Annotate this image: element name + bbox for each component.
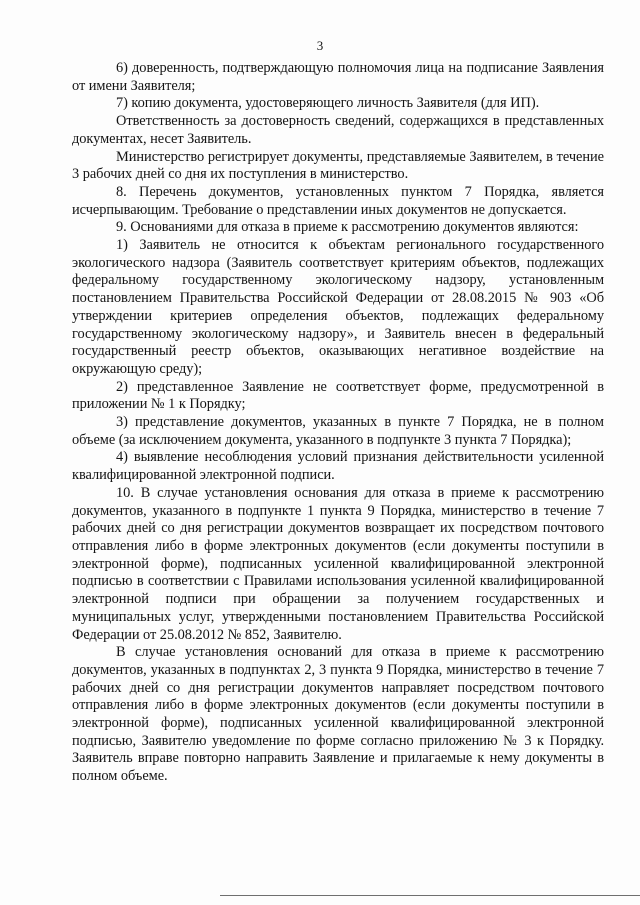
clause-8: 8. Перечень документов, установленных пунктом 7 Порядка, является исчерпывающим. Требование о представлении иных документов не допускается.: [72, 183, 604, 218]
clause-9-item-2: 2) представленное Заявление не соответствует форме, предусмотренной в приложении № 1 к Порядку;: [72, 378, 604, 413]
registration-paragraph: Министерство регистрирует документы, представляемые Заявителем, в течение 3 рабочих дней со дня их поступления в министерство.: [72, 148, 604, 183]
clause-9-intro: 9. Основаниями для отказа в приеме к рассмотрению документов являются:: [116, 219, 579, 236]
clause-9-item-4: 4) выявление несоблюдения условий признания действительности усиленной квалифицированной электронной подписи.: [72, 449, 604, 484]
clause-9-item-3: 3) представление документов, указанных в пункте 7 Порядка, не в полном объеме (за исключением документа, указанного в подпункте 3 пункта 7 Порядка);: [72, 414, 604, 448]
document-body: [72, 60, 604, 786]
item-7-identity-document: 7) копию документа, удостоверяющего личность Заявителя (для ИП).: [116, 95, 540, 112]
clause-10-second-paragraph: В случае установления оснований для отказа в приеме к рассмотрению документов, указанных в подпунктах 2, 3 пункта 9 Порядка, министерство в течение 7 рабочих дней со дня регистрации документов направляет посредством почтового отправления либо в форме электронных документов (если документы поступили в электронной форме), подписанных усиленной квалифицированной электронной подписью, Заявителю уведомление по форме согласно приложению № 3 к Порядку. Заявитель вправе повторно направить Заявление и прилагаемые к нему документы в полном объеме.: [72, 644, 604, 785]
clause-10: 10. В случае установления основания для отказа в приеме к рассмотрению документов, указанного в подпункте 1 пункта 9 Порядка, министерство в течение 7 рабочих дней со дня регистрации документов возвращает их посредством почтового отправления либо в форме электронных документов (если документы поступили в электронной форме), подписанных усиленной квалифицированной электронной подписью в соответствии с Правилами использования усиленной квалифицированной электронной подписи при обращении за получением государственных и муниципальных услуг, утвержденными постановлением Правительства Российской Федерации от 25.08.2012 № 852, Заявителю.: [72, 484, 604, 643]
clause-9-item-1: 1) Заявитель не относится к объектам регионального государственного экологического надзора (Заявитель соответствует критериям объектов, подлежащих федеральному государственному экологическому надзору, установленным постановлением Правительства Российской Федерации от 28.08.2015 № 903 «Об утверждении критериев определения объектов, подлежащих федеральному государственному экологическому надзору», и Заявитель внесен в федеральный государственный реестр объектов, оказывающих негативное воздействие на окружающую среду);: [72, 237, 604, 377]
item-6-power-of-attorney: 6) доверенность, подтверждающую полномочия лица на подписание Заявления от имени Заявителя;: [72, 60, 604, 94]
page-number: 3: [316, 38, 324, 53]
bottom-rule-line: [220, 895, 640, 896]
responsibility-paragraph: Ответственность за достоверность сведений, содержащихся в представленных документах, несет Заявитель.: [72, 113, 604, 147]
